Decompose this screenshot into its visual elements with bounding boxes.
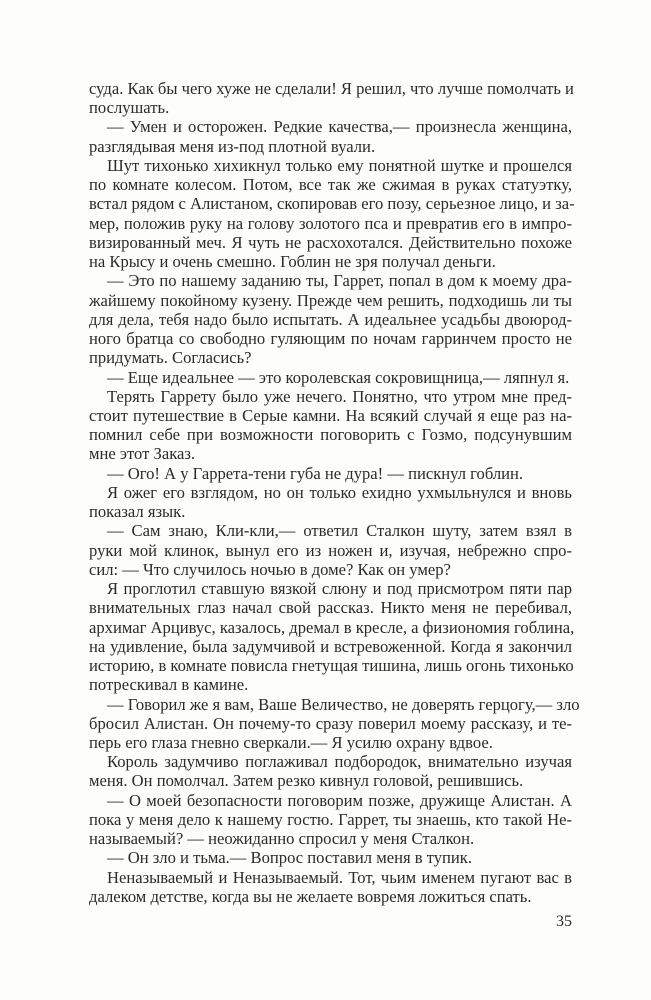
text-line: на Крысу и очень смешно. Гоблин не зря получал деньги. [89, 252, 496, 272]
text-line: — Умен и осторожен. Редкие качества,— произнесла женщина, [107, 117, 572, 137]
text-line: послушать. [89, 98, 170, 118]
text-line: — О моей безопасности поговорим позже, дружище Алистан. А [107, 790, 572, 810]
text-line: далеком детстве, когда вы не желаете вовремя ложиться спать. [89, 886, 532, 906]
text-line: придумать. Согласись? [89, 348, 252, 368]
text-line: разглядывая меня из-под плотной вуали. [89, 136, 376, 156]
text-line: мне этот Заказ. [89, 444, 196, 464]
text-line: Я проглотил ставшую вязкой слюну и под присмотром пяти пар [107, 579, 572, 599]
text-line: руки мой клинок, вынул его из ножен и, изучая, небрежно спро- [89, 540, 572, 560]
text-line: помнил себе при возможности поговорить с Гозмо, подсунувшим [89, 425, 572, 445]
body-text [89, 79, 580, 906]
text-line: Неназываемый и Неназываемый. Тот, чьим именем пугают вас в [107, 867, 572, 887]
text-line: Шут тихонько хихикнул только ему понятной шутке и прошелся [107, 155, 572, 175]
text-line: пока у меня дело к нашему гостю. Гаррет, ты знаешь, кто такой Не- [89, 809, 572, 829]
page-number: 35 [556, 913, 572, 930]
text-line: архимаг Арцивус, казалось, дремал в кресле, а физиономия гоблина, [89, 617, 575, 637]
text-line: на удивление, была задумчивой и встревоженной. Когда я закончил [89, 636, 572, 656]
text-line: потрескивал в камине. [89, 675, 249, 695]
text-line: для дела, тебя надо было испытать. А идеальнее усадьбы двоюрод- [89, 309, 572, 329]
text-line: показал язык. [89, 502, 186, 522]
text-line: — Это по нашему заданию ты, Гаррет, попал в дом к моему дра- [107, 271, 572, 291]
text-line: по комнате колесом. Потом, все так же сжимая в руках статуэтку, [89, 175, 572, 195]
text-line: мер, положив руку на голову золотого пса и превратив его в импро- [89, 213, 572, 233]
text-line: встал рядом с Алистаном, скопировав его позу, серьезное лицо, и за- [89, 194, 575, 214]
text-line: бросил Алистан. Он почему-то сразу поверил моему рассказу, и те- [89, 713, 572, 733]
text-line: — Еще идеальнее — это королевская сокровищница,— ляпнул я. [107, 367, 570, 387]
text-line: Я ожег его взглядом, но он только ехидно ухмыльнулся и вновь [107, 482, 572, 502]
text-line: Терять Гаррету было уже нечего. Понятно, что утром мне пред- [107, 386, 572, 406]
text-line: перь его глаза гневно сверкали.— Я усилю охрану вдвое. [89, 732, 493, 752]
text-line: Король задумчиво поглаживал подбородок, внимательно изучая [107, 752, 572, 772]
text-line: — Говорил же я вам, Ваше Величество, не доверять герцогу,— зло [107, 694, 580, 714]
text-line: — Сам знаю, Кли-кли,— ответил Сталкон шуту, затем взял в [107, 521, 572, 541]
text-line: называемый? — неожиданно спросил у меня Сталкон. [89, 829, 475, 849]
text-line: ного братца со свободно гуляющим по ночам гарринчем просто не [89, 329, 572, 349]
text-line: визированный меч. Я чуть не расхохотался. Действительно похоже [89, 232, 572, 252]
text-line: историю, в комнате повисла гнетущая тишина, лишь огонь тихонько [89, 656, 574, 676]
text-line: стоит путешествие в Серые камни. На всякий случай я еще раз на- [89, 405, 572, 425]
text-line: меня. Он помолчал. Затем резко кивнул головой, решившись. [89, 771, 524, 791]
text-line: внимательных глаз начал свой рассказ. Никто меня не перебивал, [89, 598, 572, 618]
text-line: — Он зло и тьма.— Вопрос поставил меня в тупик. [107, 848, 473, 868]
text-line: суда. Как бы чего хуже не сделали! Я решил, что лучше помолчать и [89, 79, 574, 98]
text-line: — Ого! А у Гаррета-тени губа не дура! — пискнул гоблин. [107, 463, 524, 483]
text-line: сил: — Что случилось ночью в доме? Как он умер? [89, 559, 451, 579]
text-line: жайшему покойному кузену. Прежде чем решить, подходишь ли ты [89, 290, 572, 310]
